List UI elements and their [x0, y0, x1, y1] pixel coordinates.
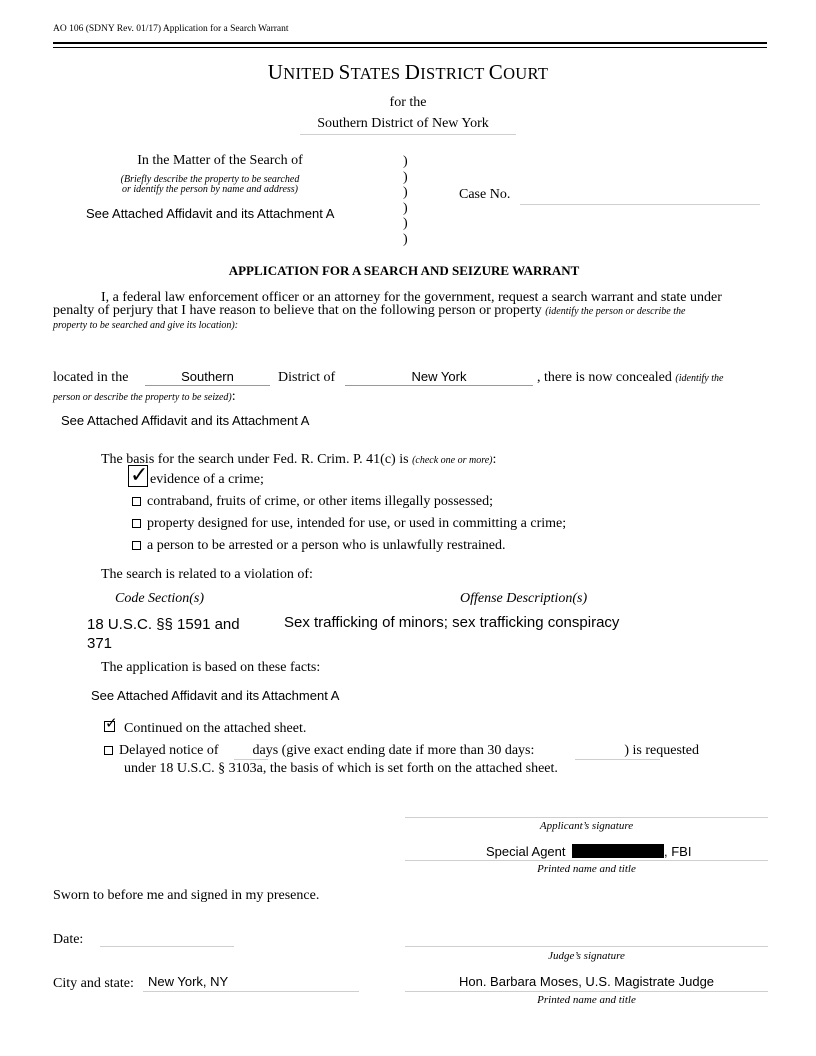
delayed-days-field[interactable] — [234, 759, 268, 760]
for-the: for the — [389, 95, 427, 110]
applicant-name-underline — [405, 860, 768, 861]
city-state-underline — [143, 991, 359, 992]
district-underline — [300, 134, 516, 135]
district-field-underline — [145, 385, 270, 386]
court-title: UNITED STATES DISTRICT COURT — [267, 60, 549, 84]
delayed-date-field[interactable] — [575, 759, 660, 760]
form-id: AO 106 (SDNY Rev. 01/17) Application for a Search Warrant — [53, 24, 289, 34]
basis-option-evidence: evidence of a crime; — [150, 472, 264, 487]
redaction-box — [572, 844, 664, 858]
applicant-name-suffix: , FBI — [664, 844, 692, 859]
seized-value[interactable]: See Attached Affidavit and its Attachment A — [61, 413, 310, 428]
district-of-label: District of — [278, 370, 336, 385]
application-title: APPLICATION FOR A SEARCH AND SEIZURE WARRANT — [228, 263, 580, 278]
basis-option-person: a person to be arrested or a person who is unlawfully restrained. — [132, 538, 505, 554]
matter-hint-2: or identify the person by name and address) — [122, 184, 298, 195]
printed-name-label-2: Printed name and title — [537, 994, 636, 1006]
judge-name-underline — [405, 991, 768, 992]
matter-value[interactable]: See Attached Affidavit and its Attachment A — [86, 206, 335, 221]
matter-hint-1: (Briefly describe the property to be searched — [120, 174, 300, 185]
basis-intro: The basis for the search under Fed. R. Crim. P. 41(c) is (check one or more): — [101, 452, 497, 467]
person-checkbox[interactable] — [132, 541, 141, 550]
evidence-checkbox[interactable] — [128, 465, 148, 487]
applicant-name-prefix: Special Agent — [486, 844, 566, 859]
sworn-statement: Sworn to before me and signed in my presence. — [53, 888, 320, 903]
check-mark-icon: ✓ — [105, 714, 118, 732]
case-no-field[interactable] — [520, 204, 760, 205]
property-checkbox[interactable] — [132, 519, 141, 528]
district-field[interactable]: Southern — [181, 369, 234, 384]
basis-option-contraband: contraband, fruits of crime, or other items illegally possessed; — [132, 494, 493, 510]
code-section-line-2[interactable]: 371 — [87, 635, 113, 652]
violation-intro: The search is related to a violation of: — [101, 567, 313, 582]
header-rule-thin — [53, 47, 767, 48]
offense-description[interactable]: Sex trafficking of minors; sex trafficking conspiracy — [284, 614, 620, 631]
delayed-notice: Delayed notice of days (give exact ending date if more than 30 days: ) is requested — [104, 743, 699, 759]
judge-signature-label: Judge’s signature — [548, 950, 625, 962]
intro-line-2: penalty of perjury that I have reason to believe that on the following person or property (identify the person or describe the — [53, 303, 686, 318]
matter-heading: In the Matter of the Search of — [137, 153, 303, 168]
city-state-value[interactable]: New York, NY — [148, 974, 229, 989]
facts-intro: The application is based on these facts: — [101, 660, 321, 675]
city-state-label: City and state: — [53, 976, 134, 991]
concealed-label: , there is now concealed (identify the — [537, 370, 724, 385]
date-label: Date: — [53, 932, 84, 947]
intro-line-3: property to be searched and give its location): — [53, 320, 239, 331]
matter-parens: ) ) ) ) ) ) — [403, 154, 408, 247]
state-field[interactable]: New York — [411, 369, 467, 384]
header-rule-thick — [53, 42, 767, 44]
case-no-label: Case No. — [459, 187, 511, 202]
seized-hint: person or describe the property to be seized): — [53, 389, 236, 404]
located-in-label: located in the — [53, 370, 129, 385]
check-mark-icon: ✓ — [130, 463, 149, 488]
facts-value[interactable]: See Attached Affidavit and its Attachment A — [91, 688, 340, 703]
code-section-header: Code Section(s) — [115, 591, 205, 606]
date-field[interactable] — [100, 946, 234, 947]
judge-name[interactable]: Hon. Barbara Moses, U.S. Magistrate Judge — [458, 974, 715, 989]
intro-line-1: I, a federal law enforcement officer or an attorney for the government, request a search warrant and state under — [101, 290, 722, 305]
basis-option-property: property designed for use, intended for use, or used in committing a crime; — [132, 516, 566, 532]
offense-header: Offense Description(s) — [460, 591, 588, 606]
contraband-checkbox[interactable] — [132, 497, 141, 506]
delayed-line-2: under 18 U.S.C. § 3103a, the basis of which is set forth on the attached sheet. — [124, 761, 558, 776]
applicant-signature-label: Applicant’s signature — [539, 820, 634, 832]
judge-signature-line[interactable] — [405, 946, 768, 947]
continued-checkbox[interactable] — [104, 714, 118, 732]
delayed-checkbox[interactable] — [104, 746, 113, 755]
continued-label: Continued on the attached sheet. — [124, 721, 307, 736]
applicant-signature-line[interactable] — [405, 817, 768, 818]
state-field-underline — [345, 385, 533, 386]
printed-name-label-1: Printed name and title — [537, 863, 636, 875]
district-name: Southern District of New York — [317, 116, 489, 131]
code-section-line-1[interactable]: 18 U.S.C. §§ 1591 and — [87, 616, 240, 633]
